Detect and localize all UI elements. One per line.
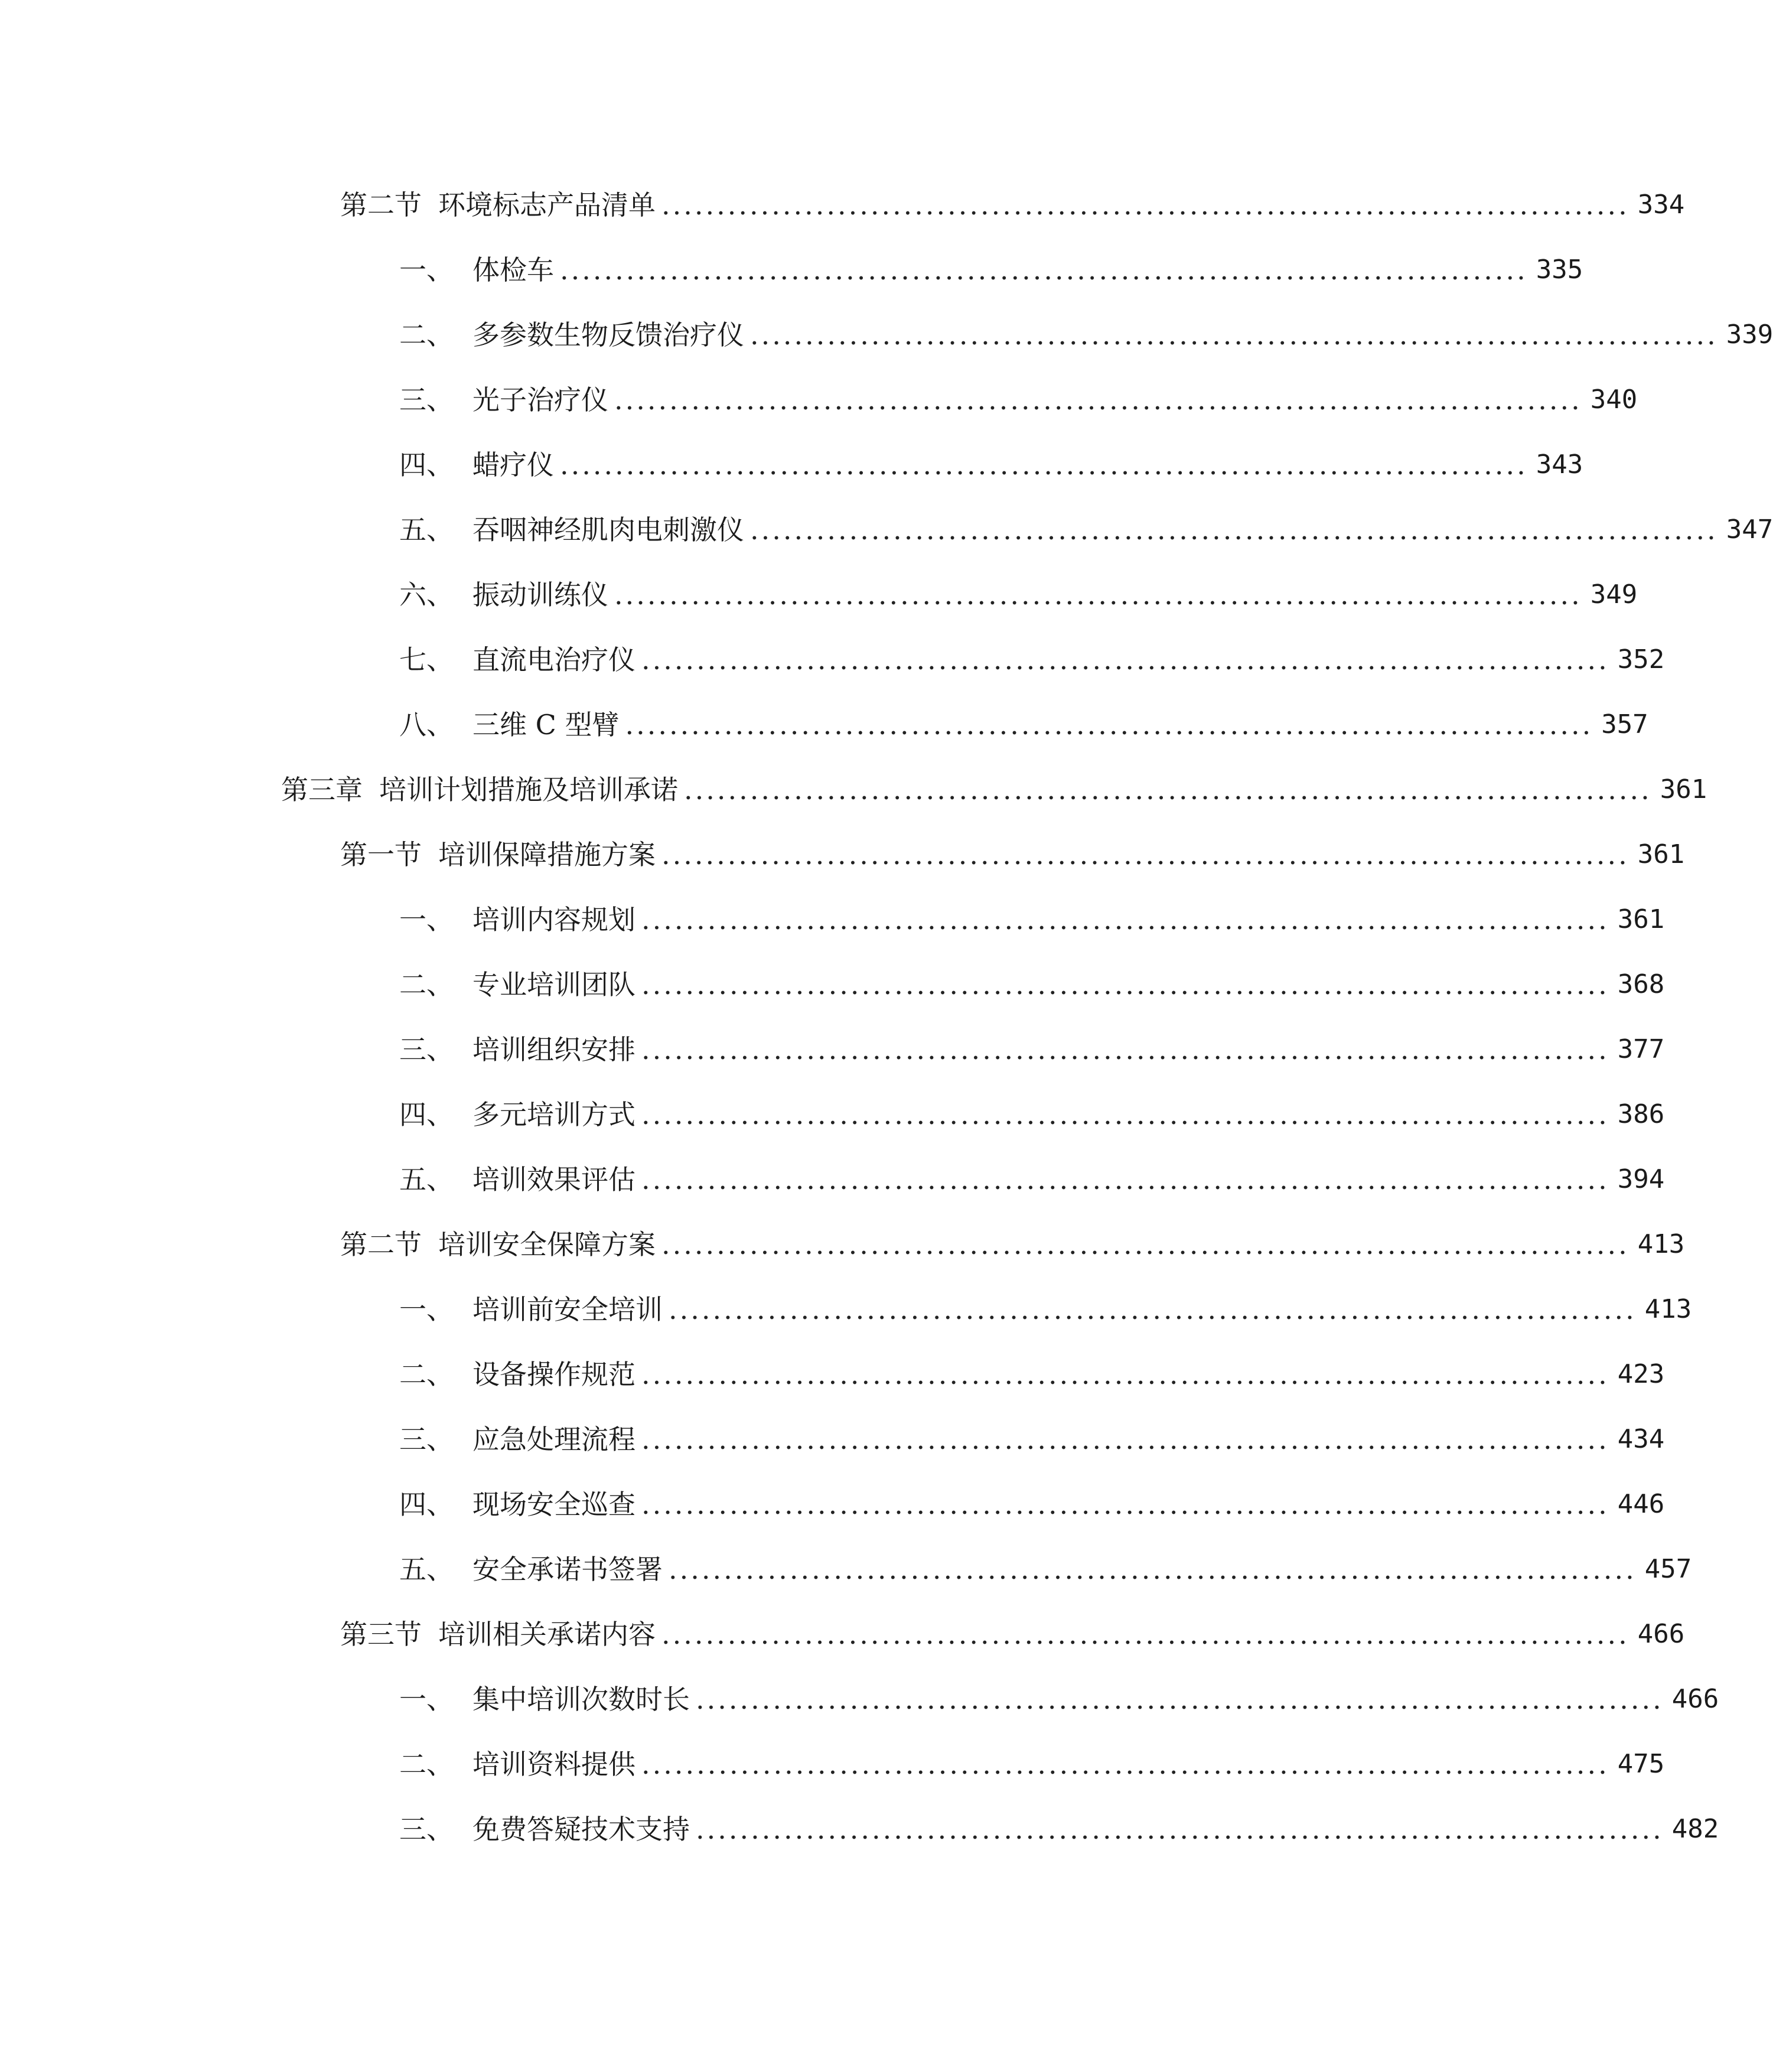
toc-label: [340, 1614, 656, 1655]
toc-leader-dots: ........................................................................................: [661, 839, 1629, 871]
toc-leader-dots: ........................................................................................: [669, 1294, 1637, 1325]
toc-leader-dots: ........................................................................................: [669, 1553, 1637, 1585]
toc-page-number: 446: [1617, 1489, 1665, 1519]
toc-page-number: 482: [1671, 1814, 1719, 1844]
toc-entry-item[interactable]: [399, 964, 1665, 1005]
toc-title: 培训相关承诺内容: [438, 1618, 656, 1650]
toc-title: 培训效果评估: [472, 1164, 635, 1195]
toc-number: 二、: [399, 1358, 454, 1390]
toc-label: [399, 1094, 635, 1135]
toc-label: [399, 444, 554, 486]
toc-leader-dots: ........................................................................................: [696, 1813, 1664, 1845]
toc-label: [399, 704, 619, 745]
toc-entry-item[interactable]: [399, 1679, 1719, 1720]
toc-label: [281, 769, 678, 810]
toc-number: 第三章: [281, 774, 363, 806]
toc-leader-dots: ........................................................................................: [614, 579, 1582, 611]
toc-entry-item[interactable]: [399, 1419, 1665, 1460]
toc-leader-dots: ........................................................................................: [641, 1034, 1609, 1066]
toc-entry-item[interactable]: [399, 1159, 1665, 1200]
toc-title: 环境标志产品清单: [438, 189, 656, 221]
toc-title: 专业培训团队: [472, 969, 635, 1001]
toc-page-number: 361: [1660, 774, 1707, 804]
toc-title: 集中培训次数时长: [472, 1683, 690, 1715]
toc-number: 三、: [399, 1423, 454, 1455]
toc-title: 应急处理流程: [472, 1423, 635, 1455]
toc-title: 安全承诺书签署: [472, 1553, 663, 1585]
toc-label: [399, 1289, 663, 1330]
toc-label: [399, 1029, 635, 1070]
toc-leader-dots: ........................................................................................: [614, 384, 1582, 416]
toc-entry-item[interactable]: [399, 1744, 1665, 1785]
toc-label: [399, 1419, 635, 1460]
toc-page-number: 457: [1644, 1554, 1692, 1584]
toc-label: [399, 379, 608, 421]
toc-page-number: 466: [1637, 1619, 1685, 1649]
toc-number: 一、: [399, 254, 454, 286]
toc-page-number: 434: [1617, 1424, 1665, 1454]
toc-number: 二、: [399, 1748, 454, 1780]
toc-page-number: 357: [1601, 709, 1648, 739]
toc-title: 振动训练仪: [472, 579, 608, 611]
toc-label: [340, 1224, 656, 1265]
toc-title: 培训组织安排: [472, 1034, 635, 1066]
toc-entry-item[interactable]: [399, 704, 1648, 745]
toc-leader-dots: ........................................................................................: [750, 514, 1718, 546]
toc-title: 培训保障措施方案: [438, 839, 656, 871]
toc-label: [399, 314, 744, 356]
toc-number: 八、: [399, 709, 454, 741]
toc-entry-section[interactable]: [340, 184, 1685, 226]
toc-number: 第三节: [340, 1618, 422, 1650]
toc-title: 直流电治疗仪: [472, 644, 635, 676]
toc-page-number: 466: [1671, 1684, 1719, 1714]
toc-entry-item[interactable]: [399, 444, 1583, 486]
toc-number: 第一节: [340, 839, 422, 871]
toc-entry-item[interactable]: [399, 1484, 1665, 1525]
toc-title: 体检车: [472, 254, 554, 286]
toc-entry-item[interactable]: [399, 1094, 1665, 1135]
toc-page-number: 334: [1637, 190, 1685, 220]
toc-page-number: 339: [1726, 320, 1773, 350]
toc-entry-item[interactable]: [399, 1289, 1692, 1330]
toc-entry-section[interactable]: [340, 834, 1685, 875]
toc-number: 第二节: [340, 1229, 422, 1260]
toc-page-number: 413: [1637, 1229, 1685, 1259]
toc-page-number: 368: [1617, 969, 1665, 999]
toc-title: 免费答疑技术支持: [472, 1813, 690, 1845]
toc-label: [399, 1809, 690, 1850]
toc-leader-dots: ........................................................................................: [641, 1358, 1609, 1390]
toc-entry-item[interactable]: [399, 1549, 1692, 1590]
toc-leader-dots: ........................................................................................: [560, 449, 1528, 481]
toc-page-number: 352: [1617, 644, 1665, 675]
toc-entry-item[interactable]: [399, 509, 1773, 550]
toc-number: 五、: [399, 1553, 454, 1585]
toc-page-number: 349: [1590, 579, 1638, 610]
toc-label: [399, 1744, 635, 1785]
toc-number: 三、: [399, 1034, 454, 1066]
toc-number: 一、: [399, 1683, 454, 1715]
toc-entry-item[interactable]: [399, 249, 1583, 291]
toc-title: 设备操作规范: [472, 1358, 635, 1390]
toc-label: [399, 639, 635, 680]
toc-label: [340, 834, 656, 875]
toc-title: 多元培训方式: [472, 1099, 635, 1131]
toc-title: 培训安全保障方案: [438, 1229, 656, 1260]
toc-label: [399, 899, 635, 940]
toc-page-number: 361: [1617, 904, 1665, 934]
toc-page-number: 347: [1726, 514, 1773, 545]
toc-page-number: 423: [1617, 1359, 1665, 1389]
toc-entry-item[interactable]: [399, 314, 1773, 356]
toc-number: 四、: [399, 1099, 454, 1131]
toc-leader-dots: ........................................................................................: [560, 254, 1528, 286]
toc-label: [399, 1484, 635, 1525]
toc-page-number: 335: [1536, 255, 1583, 285]
toc-title: 现场安全巡查: [472, 1488, 635, 1520]
toc-entry-item[interactable]: [399, 1354, 1665, 1395]
toc-title: 光子治疗仪: [472, 384, 608, 416]
toc-entry-item[interactable]: [399, 899, 1665, 940]
toc-label: [399, 1159, 635, 1200]
toc-leader-dots: ........................................................................................: [661, 1618, 1629, 1650]
toc-number: 三、: [399, 384, 454, 416]
toc-title: 培训内容规划: [472, 904, 635, 936]
toc-label: [399, 1354, 635, 1395]
toc-number: 二、: [399, 319, 454, 351]
toc-leader-dots: ........................................................................................: [696, 1683, 1664, 1715]
toc-entry-item[interactable]: [399, 1809, 1719, 1850]
toc-number: 五、: [399, 514, 454, 546]
toc-title: 培训资料提供: [472, 1748, 635, 1780]
toc-leader-dots: ........................................................................................: [641, 969, 1609, 1001]
toc-number: 五、: [399, 1164, 454, 1195]
toc-entry-section[interactable]: [340, 1224, 1685, 1265]
toc-page-number: 361: [1637, 839, 1685, 869]
toc-title: 蜡疗仪: [472, 449, 554, 481]
toc-leader-dots: ........................................................................................: [641, 1099, 1609, 1131]
toc-leader-dots: ........................................................................................: [625, 709, 1593, 741]
toc-number: 一、: [399, 904, 454, 936]
toc-number: 四、: [399, 449, 454, 481]
toc-entry-item[interactable]: [399, 639, 1665, 680]
toc-leader-dots: ........................................................................................: [641, 1488, 1609, 1520]
toc-page-number: 386: [1617, 1099, 1665, 1129]
toc-page-number: 343: [1536, 449, 1583, 480]
toc-number: 三、: [399, 1813, 454, 1845]
toc-title: 三维 C 型臂: [472, 709, 620, 741]
toc-label: [399, 1549, 663, 1590]
toc-label: [399, 1679, 690, 1720]
toc-page-number: 475: [1617, 1749, 1665, 1779]
toc-title: 吞咽神经肌肉电刺激仪: [472, 514, 744, 546]
toc-label: [399, 964, 635, 1005]
toc-label: [399, 249, 554, 291]
toc-page-number: 340: [1590, 385, 1638, 415]
toc-number: 六、: [399, 579, 454, 611]
toc-leader-dots: ........................................................................................: [661, 189, 1629, 221]
toc-leader-dots: ........................................................................................: [641, 1748, 1609, 1780]
toc-label: [399, 574, 608, 615]
toc-entry-chapter[interactable]: [281, 769, 1707, 810]
toc-title: 培训计划措施及培训承诺: [379, 774, 678, 806]
toc-entry-item[interactable]: [399, 379, 1638, 421]
toc-number: 七、: [399, 644, 454, 676]
toc-leader-dots: ........................................................................................: [641, 1164, 1609, 1195]
toc-page-number: 394: [1617, 1164, 1665, 1194]
toc-label: [399, 509, 744, 550]
toc-leader-dots: ........................................................................................: [641, 904, 1609, 936]
toc-title: 培训前安全培训: [472, 1294, 663, 1325]
toc-leader-dots: ........................................................................................: [641, 1423, 1609, 1455]
toc-entry-section[interactable]: [340, 1614, 1685, 1655]
toc-leader-dots: ........................................................................................: [641, 644, 1609, 676]
toc-title: 多参数生物反馈治疗仪: [472, 319, 744, 351]
toc-number: 二、: [399, 969, 454, 1001]
toc-number: 第二节: [340, 189, 422, 221]
toc-page-number: 413: [1644, 1294, 1692, 1324]
toc-number: 四、: [399, 1488, 454, 1520]
toc-page-number: 377: [1617, 1034, 1665, 1064]
toc-number: 一、: [399, 1294, 454, 1325]
toc-label: [340, 184, 656, 226]
toc-leader-dots: ........................................................................................: [661, 1229, 1629, 1260]
toc-leader-dots: ........................................................................................: [684, 774, 1652, 806]
toc-entry-item[interactable]: [399, 574, 1638, 615]
toc-leader-dots: ........................................................................................: [750, 319, 1718, 351]
toc-entry-item[interactable]: [399, 1029, 1665, 1070]
